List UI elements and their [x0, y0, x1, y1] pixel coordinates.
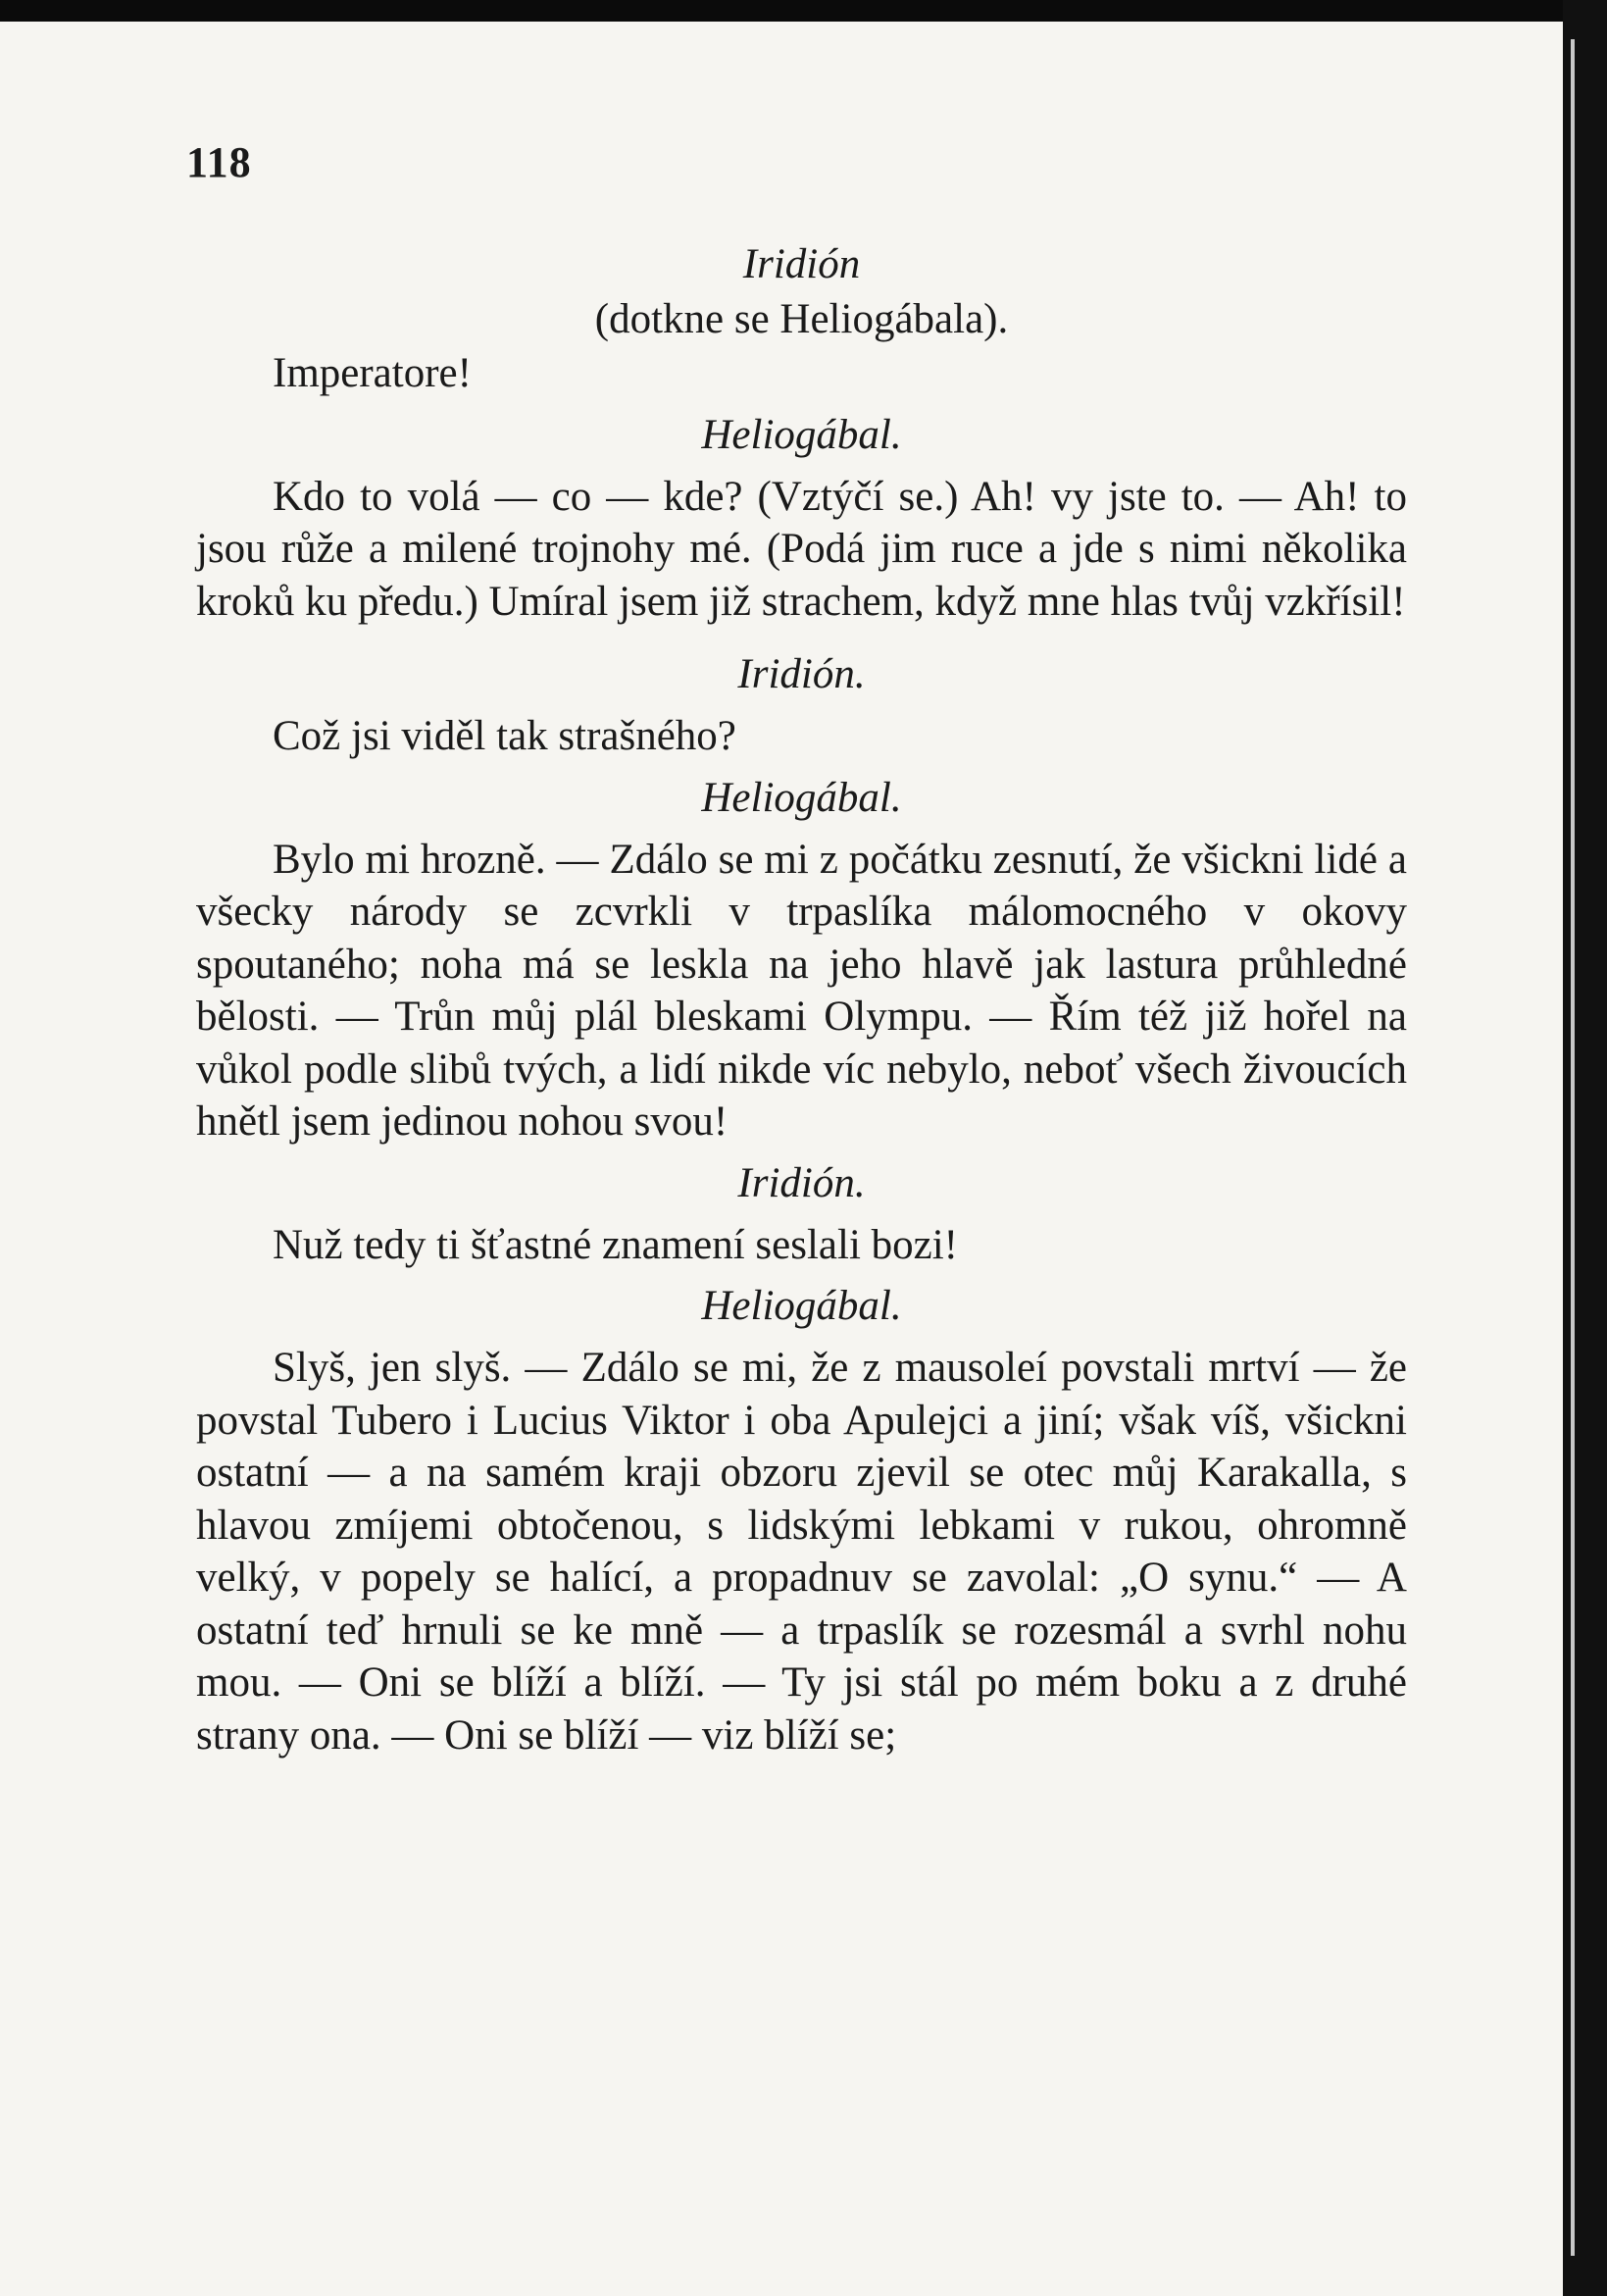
stage-direction: (dotkne se Heliogábala).	[594, 296, 1009, 342]
speaker-name: Heliogábal.	[701, 1283, 902, 1329]
speaker-name: Iridión	[742, 241, 861, 287]
scan-edge-line	[1571, 39, 1575, 2256]
speech-text: Kdo to volá — co — kde? (Vztýčí se.) Ah! vy jste to. — Ah! to jsou růže a milené trojnohy mé. (Podá jim ruce a jde s nimi několika kroků ku předu.) Umíral jsem již strachem, když mne hlas tvůj vzkřísil!	[196, 473, 1407, 625]
speaker-name: Iridión.	[737, 1159, 866, 1206]
book-page	[0, 22, 1563, 2296]
speech-text: Nuž tedy ti šťastné znamení seslali bozi!	[273, 1221, 959, 1268]
speech-text: Imperatore!	[273, 350, 472, 396]
speech-text: Bylo mi hrozně. — Zdálo se mi z počátku zesnutí, že všickni lidé a všecky národy se zcvrkli v trpaslíka málomocného v okovy spoutaného; noha má se leskla na jeho hlavě jak lastura průhledné bělosti. — Trůn můj plál bleskami Olympu. — Řím též již hořel na vůkol podle slibů tvých, a lidí nikde víc nebylo, neboť všech živoucích hnětl jsem jedinou nohou svou!	[196, 836, 1407, 1145]
drama-text	[196, 237, 1407, 1761]
speaker-name: Iridión.	[737, 651, 866, 697]
speaker-name: Heliogábal.	[701, 411, 902, 458]
scan-edge	[1563, 0, 1607, 2296]
speech-text: Což jsi viděl tak strašného?	[273, 713, 736, 759]
speaker-name: Heliogábal.	[701, 774, 902, 821]
page-number: 118	[186, 138, 252, 186]
speech-text: Slyš, jen slyš. — Zdálo se mi, že z mausoleí povstali mrtví — že povstal Tubero i Lucius Viktor i oba Apulejci a jiní; však víš, všickni ostatní — a na samém kraji obzoru zjevil se otec můj Karakalla, s hlavou zmíjemi obtočenou, s lidskými lebkami v rukou, ohromně velký, v popely se halící, a propadnuv se zavolal: „O synu.“ — A ostatní teď hrnuli se ke mně — a trpaslík se rozesmál a svrhl nohu mou. — Oni se blíží a blíží. — Ty jsi stál po mém boku a z druhé strany ona. — Oni se blíží — viz blíží se;	[196, 1345, 1407, 1759]
